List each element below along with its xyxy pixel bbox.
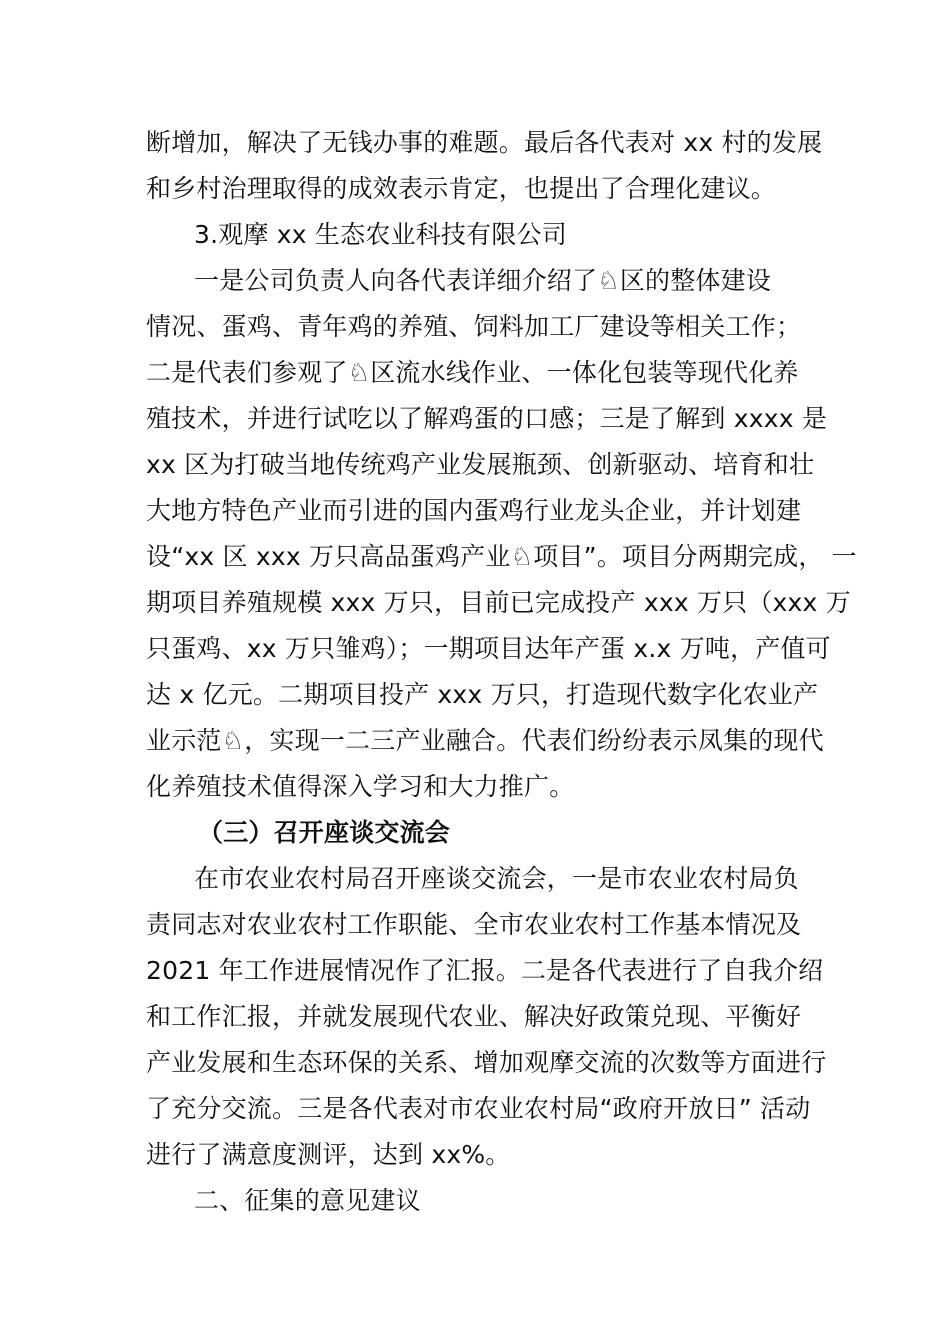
body-text-line: 2021 年工作进展情况作了汇报。二是各代表进行了自我介绍 xyxy=(146,956,824,985)
body-text-line: 期项目养殖规模 xxx 万只，目前已完成投产 xxx 万只（xxx 万 xyxy=(146,588,851,617)
body-text-line: xx 区为打破当地传统鸡产业发展瓶颈、创新驱动、培育和壮 xyxy=(146,450,815,479)
body-text-line: 了充分交流。三是各代表对市农业农村局“政府开放日” 活动 xyxy=(146,1094,811,1123)
section-heading: 二、征集的意见建议 xyxy=(194,1186,421,1215)
body-text-line: 只蛋鸡、xx 万只雏鸡）；一期项目达年产蛋 x.x 万吨，产值可 xyxy=(146,634,831,663)
body-text-line: 进行了满意度测评，达到 xx%。 xyxy=(146,1140,511,1169)
body-text-line: 设“xx 区 xxx 万只高品蛋鸡产业♘项目”。项目分两期完成， 一 xyxy=(146,542,857,571)
section-heading: （三）召开座谈交流会 xyxy=(198,818,451,847)
body-text-line: 达 x 亿元。二期项目投产 xxx 万只，打造现代数字化农业产 xyxy=(146,680,819,709)
body-text-line: 在市农业农村局召开座谈交流会，一是市农业农村局负 xyxy=(194,864,799,893)
subsection-title: 3.观摩 xx 生态农业科技有限公司 xyxy=(194,220,567,249)
body-text-line: 产业发展和生态环保的关系、增加观摩交流的次数等方面进行 xyxy=(146,1048,827,1077)
body-text-line: 和工作汇报，并就发展现代农业、解决好政策兑现、平衡好 xyxy=(146,1002,802,1031)
body-text-line: 业示范♘，实现一二三产业融合。代表们纷纷表示凤集的现代 xyxy=(146,726,824,755)
body-text-line: 和乡村治理取得的成效表示肯定，也提出了合理化建议。 xyxy=(146,174,777,203)
body-text-line: 责同志对农业农村工作职能、全市农业农村工作基本情况及 xyxy=(146,910,802,939)
body-text-line: 化养殖技术值得深入学习和大力推广。 xyxy=(146,772,575,801)
body-text-line: 大地方特色产业而引进的国内蛋鸡行业龙头企业，并计划建 xyxy=(146,496,802,525)
body-text-line: 殖技术，并进行试吃以了解鸡蛋的口感；三是了解到 xxxx 是 xyxy=(146,404,828,433)
body-text-line: 情况、蛋鸡、青年鸡的养殖、饲料加工厂建设等相关工作； xyxy=(146,312,802,341)
body-text-line: 二是代表们参观了♘区流水线作业、一体化包装等现代化养 xyxy=(146,358,799,387)
body-text-line: 一是公司负责人向各代表详细介绍了♘区的整体建设 xyxy=(194,266,772,295)
body-text-line: 断增加，解决了无钱办事的难题。最后各代表对 xx 村的发展 xyxy=(146,128,823,157)
